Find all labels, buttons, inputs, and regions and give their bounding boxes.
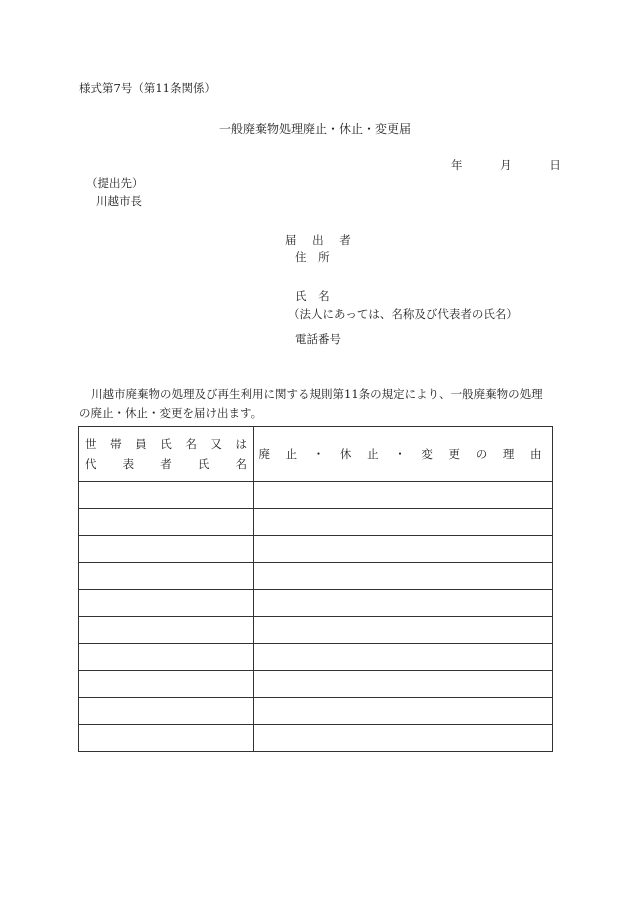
reason-cell[interactable] xyxy=(254,509,553,536)
header-char: 帯 xyxy=(110,437,122,451)
member-name-cell[interactable] xyxy=(79,563,254,590)
table-row xyxy=(79,671,553,698)
reason-cell[interactable] xyxy=(254,671,553,698)
phone-label: 電話番号 xyxy=(295,332,341,346)
table-row xyxy=(79,725,553,752)
header-char: 者 xyxy=(160,457,172,471)
date-line xyxy=(451,157,561,173)
table-row xyxy=(79,698,553,725)
table-header-row xyxy=(79,427,553,482)
recipient-heading: （提出先） xyxy=(86,176,144,190)
corporation-note: （法人にあっては、名称及び代表者の氏名） xyxy=(288,307,518,321)
table-row xyxy=(79,644,553,671)
member-name-cell[interactable] xyxy=(79,590,254,617)
recipient-name: 川越市長 xyxy=(96,194,142,208)
reason-cell[interactable] xyxy=(254,698,553,725)
reason-cell[interactable] xyxy=(254,563,553,590)
table-row xyxy=(79,536,553,563)
header-char: 代 xyxy=(85,457,97,471)
date-year-label: 年 xyxy=(451,158,463,172)
document-title: 一般廃棄物処理廃止・休止・変更届 xyxy=(218,122,411,136)
reason-cell[interactable] xyxy=(254,725,553,752)
date-month-label: 月 xyxy=(500,158,512,172)
header-char: 世 xyxy=(85,437,97,451)
name-label: 氏 名 xyxy=(295,289,334,303)
member-name-cell[interactable] xyxy=(79,644,254,671)
notification-statement: 川越市廃棄物の処理及び再生利用に関する規則第11条の規定により、一般廃棄物の処理の廃止・休止・変更を届け出ます。 xyxy=(79,387,543,420)
header-char: 氏 xyxy=(160,437,172,451)
member-name-cell[interactable] xyxy=(79,725,254,752)
date-day-label: 日 xyxy=(549,158,561,172)
header-char: は xyxy=(235,437,247,451)
form-number: 様式第7号（第11条関係） xyxy=(79,81,216,95)
member-name-header xyxy=(79,427,254,482)
header-char: 表 xyxy=(122,457,135,471)
reason-header: 廃 止 ・ 休 止 ・ 変 更 の 理 由 xyxy=(254,427,553,482)
reason-cell[interactable] xyxy=(254,536,553,563)
member-name-cell[interactable] xyxy=(79,509,254,536)
table-row xyxy=(79,617,553,644)
reason-cell[interactable] xyxy=(254,644,553,671)
table-row xyxy=(79,563,553,590)
member-name-cell[interactable] xyxy=(79,698,254,725)
member-name-cell[interactable] xyxy=(79,671,254,698)
reason-cell[interactable] xyxy=(254,482,553,509)
table-row xyxy=(79,509,553,536)
member-name-cell[interactable] xyxy=(79,482,254,509)
reason-cell[interactable] xyxy=(254,617,553,644)
header-char: 氏 xyxy=(197,457,210,471)
header-char: 名 xyxy=(235,457,247,471)
member-name-cell[interactable] xyxy=(79,536,254,563)
table-row xyxy=(79,590,553,617)
table-row xyxy=(79,482,553,509)
applicant-heading: 届 出 者 xyxy=(285,233,357,247)
reason-table xyxy=(78,426,553,752)
header-char: 員 xyxy=(135,437,147,451)
reason-cell[interactable] xyxy=(254,590,553,617)
address-label: 住 所 xyxy=(295,250,334,264)
header-char: 名 xyxy=(185,437,197,451)
header-char: 又 xyxy=(210,437,222,451)
member-name-header-line2 xyxy=(85,454,247,474)
member-name-header-line1 xyxy=(85,434,247,454)
member-name-cell[interactable] xyxy=(79,617,254,644)
